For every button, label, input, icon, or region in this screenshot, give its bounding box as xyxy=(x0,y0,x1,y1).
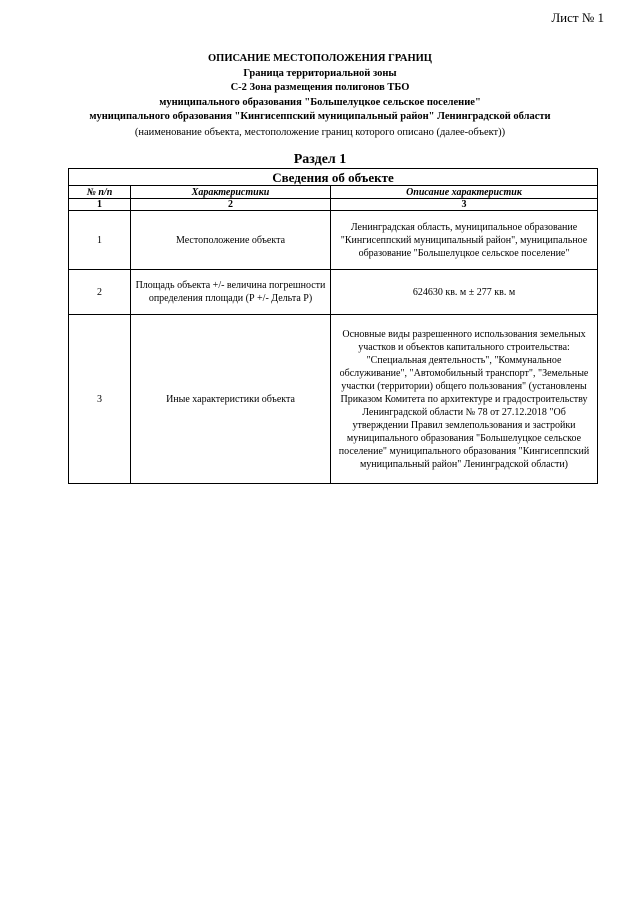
row-number: 1 xyxy=(69,211,131,270)
row-characteristic: Иные характеристики объекта xyxy=(131,315,331,484)
row-number: 3 xyxy=(69,315,131,484)
table-title: Сведения об объекте xyxy=(69,169,598,186)
header-line-5: муниципального образования "Кингисеппский муниципальный район" Ленинградской области xyxy=(89,111,551,122)
header-line-3: С-2 Зона размещения полигонов ТБО xyxy=(230,82,410,93)
section-title: Раздел 1 xyxy=(293,152,347,167)
row-description: 624630 кв. м ± 277 кв. м xyxy=(331,270,598,315)
object-info-table xyxy=(68,168,598,484)
row-characteristic: Местоположение объекта xyxy=(131,211,331,270)
column-number: 3 xyxy=(331,199,598,211)
document-title: ОПИСАНИЕ МЕСТОПОЛОЖЕНИЯ ГРАНИЦ xyxy=(208,53,432,64)
column-number: 1 xyxy=(69,199,131,211)
column-number: 2 xyxy=(131,199,331,211)
header-note: (наименование объекта, местоположение границ которого описано (далее-объект)) xyxy=(134,126,506,138)
row-description: Ленинградская область, муниципальное образование "Кингисеппский муниципальный район", муниципальное образование "Большелуцкое сельское поселение" xyxy=(331,211,598,270)
table-row xyxy=(69,315,598,484)
sheet-number: Лист № 1 xyxy=(551,10,604,25)
row-description: Основные виды разрешенного использования земельных участков и объектов капитального строительства: "Специальная деятельность", "Коммунальное обслуживание", "Автомобильный транспорт", "Земельные участки (территории) общего пользования" (установлены Приказом Комитета по архитектуре и градостроительству Ленинградской области № 78 от 27.12.2018 "Об утверждении Правил землепользования и застройки муниципального образования "Большелуцкое сельское поселение" муниципального образования "Кингисеппский муниципальный район" Ленинградской области) xyxy=(331,315,598,484)
table-row xyxy=(69,211,598,270)
header-line-4: муниципального образования "Большелуцкое сельское поселение" xyxy=(159,96,481,108)
column-header: № п/п xyxy=(69,186,131,199)
document-header xyxy=(0,52,640,140)
table-row xyxy=(69,270,598,315)
column-header: Характеристики xyxy=(131,186,331,199)
row-characteristic: Площадь объекта +/- величина погрешности определения площади (Р +/- Дельта Р) xyxy=(131,270,331,315)
header-line-2: Граница территориальной зоны xyxy=(243,67,397,79)
row-number: 2 xyxy=(69,270,131,315)
column-header: Описание характеристик xyxy=(331,186,598,199)
